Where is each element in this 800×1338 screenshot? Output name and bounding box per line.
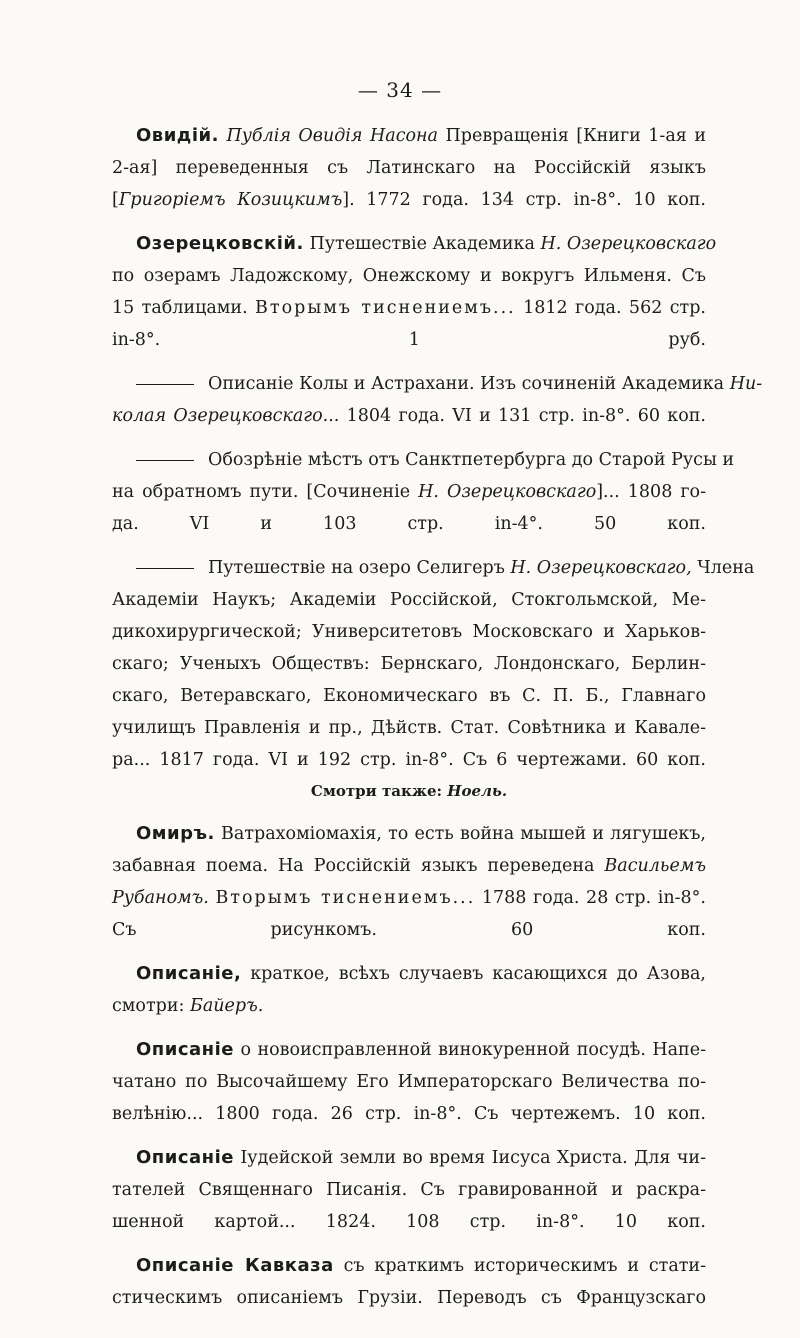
see-also-ref: Ноель. <box>447 782 508 800</box>
entry-line <box>112 368 763 400</box>
entry-text: на обратномъ пути. [Сочиненiе <box>112 482 419 502</box>
italic-text: Публiя Овидiя Насона <box>226 126 438 146</box>
entry-text: съ краткимъ историческимъ и стати- <box>333 1256 707 1276</box>
entry-line <box>112 648 706 680</box>
entry-line <box>112 616 706 648</box>
catalog-entry <box>112 958 706 1022</box>
entry-line <box>112 818 706 850</box>
catalog-entry <box>112 444 735 540</box>
entry-text: училищъ Правленiя и пр., Дѣйств. Стат. Совѣтника и Кавале- <box>112 718 706 738</box>
entry-line <box>112 1250 706 1282</box>
entry-line <box>112 914 706 946</box>
entry-line <box>112 680 706 712</box>
catalog-entry <box>112 818 706 946</box>
entry-line <box>112 1098 706 1130</box>
see-also-label: Смотри также: <box>310 782 448 800</box>
entry-text: Обозрѣнiе мѣстъ отъ Санктпетербурга до Старой Русы и <box>208 450 735 470</box>
italic-text: Васильемъ <box>604 856 706 876</box>
entry-line <box>112 120 706 152</box>
entry-line <box>112 184 706 216</box>
ditto-dash <box>136 460 194 461</box>
entry-text: смотри: <box>112 996 190 1016</box>
entry-line <box>112 292 706 324</box>
entry-text: Съ рисункомъ. 60 коп. <box>112 920 706 940</box>
italic-text: Ни- <box>729 374 763 394</box>
italic-text: колая Озерецковскаго... <box>112 406 340 426</box>
entry-line <box>112 1066 706 1098</box>
catalog-entry <box>112 120 706 216</box>
catalog-entry <box>112 1034 706 1130</box>
entry-text: ]. 1772 года. 134 стр. in-8°. 10 коп. <box>342 190 706 210</box>
entry-line <box>112 882 706 914</box>
entry-line <box>112 850 706 882</box>
entry-line <box>112 1206 706 1238</box>
entry-text: Превращенiя [Книги 1-ая и <box>438 126 706 146</box>
italic-text: Н. Озерецковскаго <box>418 482 597 502</box>
entry-line <box>112 1174 706 1206</box>
entry-line <box>112 1282 706 1314</box>
entry-text: in-8°. 1 руб. <box>112 330 706 350</box>
catalog-entry <box>112 228 717 356</box>
catalog-entry <box>112 1142 706 1238</box>
entry-headword: Описанiе <box>136 1147 234 1168</box>
entry-headword: Описанiе Кавказа <box>136 1255 334 1276</box>
entry-headword: Описанiе, <box>136 963 242 984</box>
entry-text: дикохирургической; Университетовъ Московскаго и Харьков- <box>112 622 706 642</box>
entry-line <box>112 260 706 292</box>
entry-line <box>112 744 706 776</box>
entry-text: скаго; Ученыхъ Обществъ: Бернскаго, Лондонскаго, Берлин- <box>112 654 706 674</box>
entry-headword: Описанiе <box>136 1039 234 1060</box>
entry-text: краткое, всѣхъ случаевъ касающихся до Азова, <box>241 964 706 984</box>
entry-text: Описанiе Колы и Астрахани. Изъ сочиненiй Академика <box>208 374 730 394</box>
entry-text: стическимъ описанiемъ Грузiи. Переводъ съ Французскаго <box>112 1288 706 1308</box>
entry-text: чатано по Высочайшему Его Императорскаго Величества по- <box>112 1072 706 1092</box>
entry-text: Путешествiе Академика <box>303 234 541 254</box>
entry-text: 2-ая] переведенныя съ Латинскаго на Россiйскiй языкъ <box>112 158 706 178</box>
entry-line <box>112 990 706 1022</box>
catalog-entry <box>112 1250 706 1314</box>
entry-line <box>112 324 706 356</box>
entry-text: шенной картой... 1824. 108 стр. in-8°. 10 коп. <box>112 1212 706 1232</box>
entry-line <box>112 444 735 476</box>
italic-text: Байеръ. <box>189 996 264 1016</box>
entry-line <box>112 552 755 584</box>
entry-text: Путешествiе на озеро Селигеръ <box>208 558 511 578</box>
see-also <box>112 776 706 806</box>
entry-text: ]... 1808 го- <box>596 482 706 502</box>
entry-text: тателей Священнаго Писанiя. Съ гравированной и раскра- <box>112 1180 706 1200</box>
ditto-dash <box>136 384 194 385</box>
entry-text: Ватрахомiомахiя, то есть война мышей и лягушекъ, <box>214 824 706 844</box>
entry-text: по озерамъ Ладожскому, Онежскому и вокругъ Ильменя. Съ <box>112 266 706 286</box>
entry-headword: Озерецковскiй. <box>136 233 304 254</box>
entry-text: 1812 года. 562 стр. <box>515 298 706 318</box>
entry-text: Члена <box>691 558 755 578</box>
entry-text: забавная поема. На Россiйскiй языкъ переведена <box>112 856 605 876</box>
entry-text: 15 таблицами. <box>112 298 256 318</box>
entry-text: да. VI и 103 стр. in-4°. 50 коп. <box>112 514 706 534</box>
entry-line <box>112 228 717 260</box>
entry-line <box>112 584 706 616</box>
page-number: — 34 — <box>357 78 443 102</box>
entry-text: Академiи Наукъ; Академiи Россiйской, Стокгольмской, Ме- <box>112 590 706 610</box>
catalog-entry <box>112 552 755 806</box>
entry-text: Вторымъ тиснениемъ... <box>215 888 476 908</box>
entry-text: 1788 года. 28 стр. in-8°. <box>475 888 706 908</box>
entry-text: о новоисправленной винокуренной посудѣ. Напе- <box>233 1040 706 1060</box>
italic-text: Н. Озерецковскаго, <box>510 558 692 578</box>
italic-text: Н. Озерецковскаго <box>540 234 717 254</box>
entry-line <box>112 1034 706 1066</box>
entry-text: ра... 1817 года. VI и 192 стр. in-8°. Съ 6 чертежами. 60 коп. <box>112 750 706 770</box>
entry-line <box>112 958 706 990</box>
ditto-dash <box>136 568 194 569</box>
entry-text: [ <box>112 190 119 210</box>
entry-line <box>112 152 706 184</box>
entry-text: 1804 года. VI и 131 стр. in-8°. 60 коп. <box>339 406 706 426</box>
entry-text: велѣнiю... 1800 года. 26 стр. in-8°. Съ чертежемъ. 10 коп. <box>112 1104 706 1124</box>
entry-line <box>112 508 706 540</box>
entry-line <box>112 712 706 744</box>
italic-text: Рубаномъ. <box>112 888 209 908</box>
entry-text: Вторымъ тиснениемъ... <box>255 298 516 318</box>
entry-text: скаго, Ветеравскаго, Економическаго въ С. П. Б., Главнаго <box>112 686 706 706</box>
entry-line <box>112 476 706 508</box>
entry-headword: Овидiй. <box>136 125 219 146</box>
catalog-entry <box>112 368 763 432</box>
entry-line <box>112 400 706 432</box>
entry-text: Iудейской земли во время Iисуса Христа. Для чи- <box>233 1148 706 1168</box>
entry-line <box>112 1142 706 1174</box>
italic-text: Григорiемъ Козицкимъ <box>118 190 343 210</box>
entry-headword: Омиръ. <box>136 823 215 844</box>
catalog-entries <box>112 120 763 1326</box>
